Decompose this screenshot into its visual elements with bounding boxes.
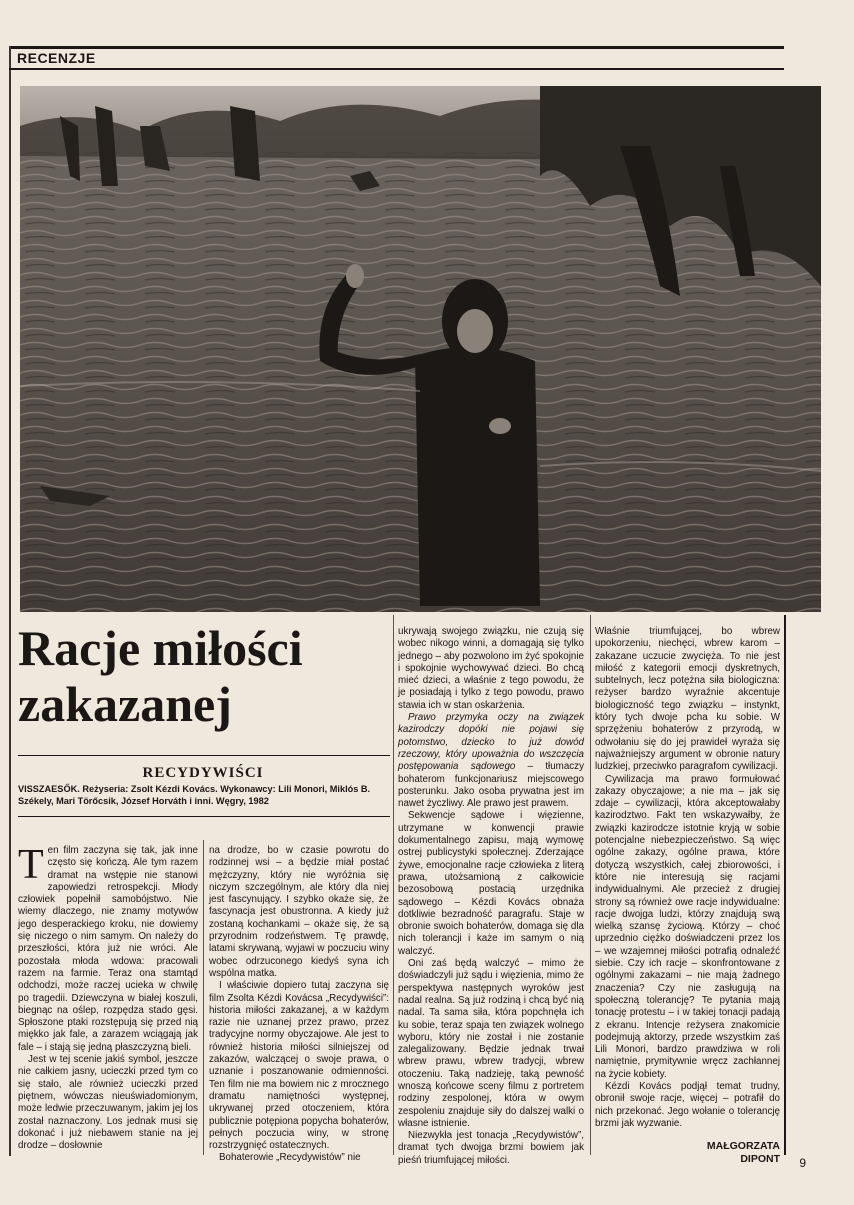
author-first-name: MAŁGORZATA — [706, 1140, 780, 1153]
right-border-rule — [784, 615, 786, 1155]
film-credits: VISSZAESŐK. Reżyseria: Zsolt Kézdi Kovács. Wykonawcy: Lili Monori, Miklós B. Székely, Mari Törőcsik, József Horváth i inni. Węgry, 1982 — [18, 784, 371, 806]
lead-paragraph — [18, 842, 198, 1054]
top-rule — [9, 46, 784, 49]
paragraph: ukrywają swojego związku, nie czują się wobec nikogo winni, a domagają się tylko jednego – aby pozwolono im żyć spokojnie i spokojnie wychowywać dzieci. Bo chcą mieć dzieci, a właśnie z tego powodu, że je posiadają i tylko z tego powodu, prawo stawia ich w stan oskarżenia. — [398, 626, 584, 711]
paragraph-with-quote — [398, 712, 584, 810]
author-last-name: DIPONT — [740, 1153, 780, 1166]
paragraph: Kézdi Kovács podjął temat trudny, obronił swoje racje, więcej – potrafił do nich przekonać. Jego wołanie o tolerancję brzmi jak wyzwanie. — [595, 1080, 780, 1129]
section-label: RECENZJE — [17, 50, 96, 66]
column-1 — [18, 842, 198, 1152]
title-rule — [18, 755, 390, 756]
quote-tail: – tłumaczy bohaterom funkcjonariusz miejscowego posterunku. Jako osoba prywatna jest im nawet życzliwy. Ale prawo jest prawem. — [398, 761, 584, 810]
column-4 — [595, 626, 780, 1166]
paragraph: Jest w tej scenie jakiś symbol, jeszcze nie całkiem jasny, ucieczki przed tym co się stało, ale również ucieczki przed piętnem, wówczas nieuświadomionym, może ledwie przeczuwanym, jakim jej los został naznaczony. Los jednak musi się dokonać i już niebawem stanie na jej drodze – dosłownie — [18, 1054, 198, 1152]
paragraph: Właśnie triumfującej, bo wbrew upokorzeniu, niechęci, wbrew karom – zakazane uczucie zwycięża. To nie jest miłość z kategorii emocji dyskretnych, subtelnych, lecz potężna siła biologiczna: reżyser bardzo wyraźnie akcentuje biologiczność tego związku – instynkt, który tych dwoje pcha ku sobie. W sprzężeniu bohaterów z przyrodą, w odwołaniu się do jej prawideł wyraża się najważniejszy argument w obronie natury ludzkiej, przeciwko paragrafom cywilizacji. — [595, 626, 780, 773]
column-3 — [398, 626, 584, 1167]
paragraph: I właściwie dopiero tutaj zaczyna się film Zsolta Kézdi Kovácsa „Recydywiści”: historia miłości zakazanej, a w każdym razie nie uznanej przez prawo, przez tradycyjne normy obyczajowe. Ale jest to również historia miłości silniejszej od zakazów, walczącej o swoje prawa, o uznanie i poszanowanie odmienności. Ten film nie ma bowiem nic z mrocznego dramatu namiętności występnej, ukrywanej przed otoczeniem, która publicznie potępiona popycha bohaterów, pełnych poczucia winy, w stronę rozstrzygnięć ostatecznych. — [209, 980, 389, 1152]
drop-cap: T — [18, 842, 44, 888]
paragraph: Niezwykła jest tonacja „Recydywistów”, dramat tych dwojga brzmi bowiem jak pieśń triumfującej miłości. — [398, 1130, 584, 1166]
paragraph: Sekwencje sądowe i więzienne, utrzymane w konwencji prawie dokumentalnego zapisu, mają wymowę ostrej publicystyki społecznej. Zderzające żywe, emocjonalne racje człowieka z literą prawa, utożsamioną z całkowicie bezosobową postacią urzędnika sądowego – Kézdi Kovács obnaża dotkliwie bezradność paragrafu. Staje w obronie swoich bohaterów, domaga się dla nich tolerancji i każe im samym o nią walczyć. — [398, 810, 584, 957]
section-rule — [9, 68, 784, 70]
film-still-photo — [20, 86, 821, 612]
column-rule-1 — [393, 615, 394, 1155]
paragraph: Oni zaś będą walczyć – mimo że doświadczyli już sądu i więzienia, mimo że perspektywa następnych wyroków jest nadal realna. Są już rodziną i chcą być nią nadal. Ta sama siła, która popchnęła ich ku sobie, teraz spaja ten związek wolnego wyboru, który nie został i nie zostanie zalegalizowany. Będzie jednak trwał wbrew prawu, wbrew tradycji, wbrew otoczeniu. Taką nadzieję, taką pewność wnoszą końcowe sceny filmu z portretem rodziny zespolonej, która w owym zespoleniu znajduje siły do dalszej walki o własne istnienie. — [398, 958, 584, 1129]
paragraph: na drodze, bo w czasie powrotu do rodzinnej wsi – a będzie miał postać mężczyzny, który nie wyróżnia się niczym szczególnym, ale który dla niej jest fascynujący. I szybko okaże się, że fascynacja jest obustronna. A kiedy już zostaną kochankami – okaże się, że są przyrodnim rodzeństwem. Tę prawdę, latami skrywaną, wyjawi w poczuciu winy wobec odrzuconego kiedyś syna ich wspólna matka. — [209, 845, 389, 979]
article-subhead: RECYDYWIŚCI — [142, 765, 264, 781]
credits-rule — [18, 816, 390, 817]
page-number: 9 — [799, 1156, 806, 1170]
column-2 — [209, 845, 389, 1165]
italic-quote: Prawo przymyka oczy na związek kazirodczy dopóki nie pojawi się potomstwo, dziecko to już dowód rzeczowy, który upoważnia do wszczęcia postępowania sądowego — [398, 712, 584, 773]
lead-text: en film zaczyna się tak, jak inne często się kończą. Ale tym razem dramat na wstępie nie stanowi zapowiedzi retrospekcji. Młody człowiek popełnił samobójstwo. Nie wiemy dlaczego, nie znamy motywów jego desperackiego kroku, nie dowiemy się niczego o nim samym. On należy do przeszłości, która już nie wróci. Ale pozostała młoda wdowa: pracowali razem na farmie. Teraz ona stamtąd odchodzi, może raczej ucieka w chwilę po tragedii. Dziewczyna w białej koszuli, biegnąc na oślep, rozpędza stado gęsi. Spłoszone ptaki rozstępują się przed nią miękko jak fale, a zarazem wciągają jak fale – i stają się jedną płaszczyzną bieli. — [18, 845, 198, 1053]
article-title: Racje miłości zakazanej — [18, 620, 303, 732]
column-rule-2 — [590, 615, 591, 1155]
paragraph: Cywilizacja ma prawo formułować zakazy obyczajowe; a nie ma – jak się zdaje – cywilizacji, która akceptowałaby kazirodztwo. Fakt ten wskazywałby, że związki kazirodcze istotnie kryją w sobie potencjalne niebezpieczeństwo. Są więc ogólne zakazy, ogólne prawa, które dotyczą wszystkich, całej zbiorowości, i które nie interesują się racjami indywidualnymi. Ale przecież z drugiej strony są również owe racje indywidualne: racje dwojga ludzi, którzy znajdują swą wielką szansę życiową. Którzy – choć uprzednio ciężko doświadczeni przez los – we wzajemnej miłości potrafią odnaleźć siebie. Czy ich racje – skonfrontowane z ogólnymi zakazami – nie mają żadnego znaczenia? Czy nie zasługują na społeczną tolerancję? Te pytania mają tonację protestu – i w takiej tonacji padają z ekranu. Intencje reżysera znakomicie podejmują aktorzy, przede wszystkim zaś Lili Monori, bardzo prawdziwa w roli namiętnie, prymitywnie wręcz zachłannej na życie kobiety. — [595, 773, 780, 1080]
paragraph: Bohaterowie „Recydywistów” nie — [219, 1152, 361, 1164]
author-byline — [595, 1140, 780, 1166]
left-edge-rule — [9, 46, 11, 1156]
column-rule-3 — [203, 840, 204, 1155]
